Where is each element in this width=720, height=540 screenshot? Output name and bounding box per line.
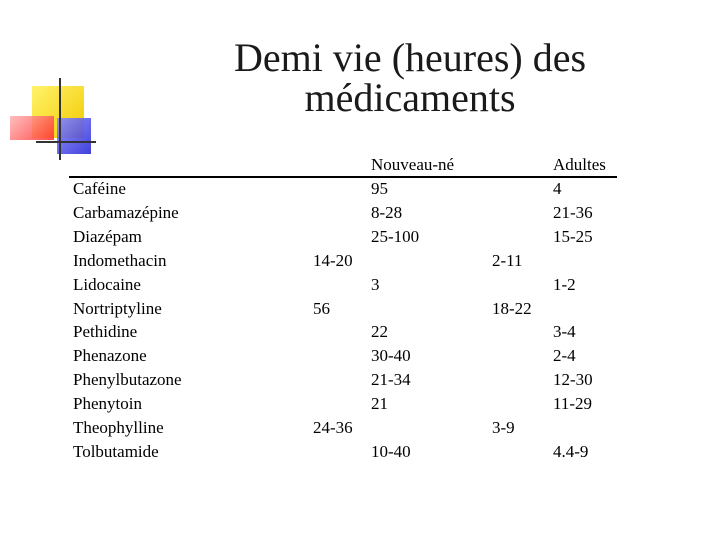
decor-horizontal-line <box>36 141 96 143</box>
drug-name: Tolbutamide <box>73 442 159 461</box>
value-newborn: 21 <box>371 394 388 413</box>
value-adults: 1-2 <box>553 275 576 294</box>
drug-name: Nortriptyline <box>73 299 162 318</box>
value-col-3: 18-22 <box>492 299 532 318</box>
drug-name: Diazépam <box>73 227 142 246</box>
value-newborn: 8-28 <box>371 203 403 222</box>
drug-name: Phenazone <box>73 346 147 365</box>
header-adults: Adultes <box>553 155 606 174</box>
drug-name: Theophylline <box>73 418 164 437</box>
value-newborn: 25-100 <box>371 227 420 246</box>
drug-name: Lidocaine <box>73 275 141 294</box>
decor-blue-square <box>57 118 91 154</box>
drug-name: Indomethacin <box>73 251 167 270</box>
value-adults: 21-36 <box>553 203 593 222</box>
value-col-1: 56 <box>313 299 330 318</box>
value-adults: 4.4-9 <box>553 442 589 461</box>
drug-name: Carbamazépine <box>73 203 179 222</box>
table-header-rule <box>69 176 617 178</box>
drug-name: Phenylbutazone <box>73 370 182 389</box>
drug-name: Caféine <box>73 179 126 198</box>
value-adults: 4 <box>553 179 562 198</box>
value-adults: 3-4 <box>553 322 576 341</box>
slide-title-line-2: médicaments <box>304 75 516 120</box>
decor-vertical-line <box>59 78 61 160</box>
value-col-1: 24-36 <box>313 418 353 437</box>
value-adults: 12-30 <box>553 370 593 389</box>
value-col-3: 2-11 <box>492 251 523 270</box>
value-newborn: 3 <box>371 275 380 294</box>
value-col-1: 14-20 <box>313 251 353 270</box>
value-newborn: 22 <box>371 322 388 341</box>
drug-name: Pethidine <box>73 322 138 341</box>
value-newborn: 10-40 <box>371 442 411 461</box>
slide-title-line-1: Demi vie (heures) des <box>233 35 587 80</box>
value-adults: 11-29 <box>553 394 593 413</box>
header-newborn: Nouveau-né <box>371 155 455 174</box>
value-newborn: 95 <box>371 179 388 198</box>
decor-red-square <box>10 116 54 140</box>
value-adults: 15-25 <box>553 227 593 246</box>
value-newborn: 21-34 <box>371 370 411 389</box>
value-newborn: 30-40 <box>371 346 411 365</box>
slide-title <box>180 35 640 120</box>
value-col-3: 3-9 <box>492 418 515 437</box>
drug-name: Phenytoin <box>73 394 142 413</box>
value-adults: 2-4 <box>553 346 576 365</box>
